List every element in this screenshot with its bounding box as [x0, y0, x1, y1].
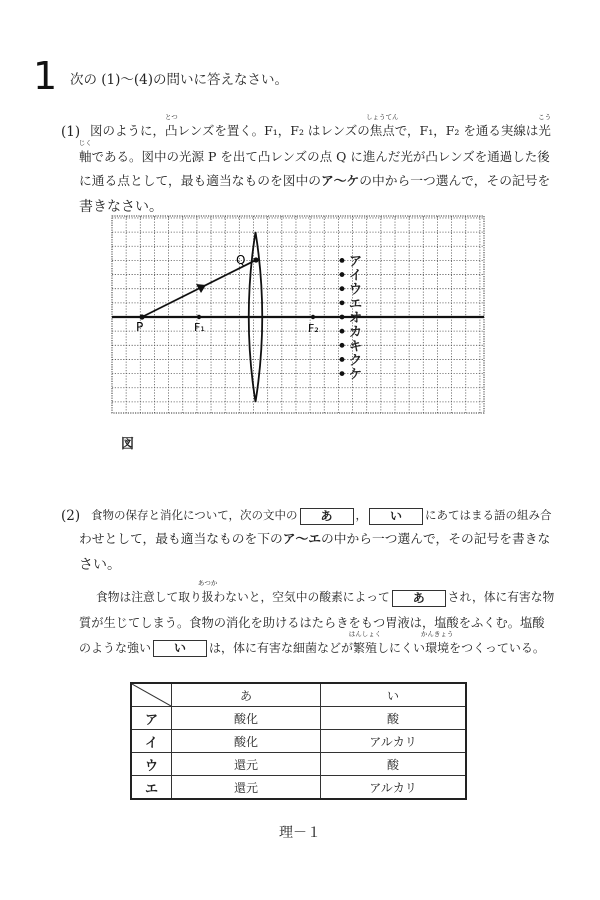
choice-label: イ — [349, 268, 363, 284]
choice-point — [340, 329, 345, 334]
point-F2 — [311, 315, 315, 319]
choice-point — [340, 258, 345, 263]
answer-blank-box: い — [369, 508, 423, 525]
ruby-word — [197, 579, 218, 606]
table-header-row — [131, 683, 466, 707]
text-segment: 書きなさい。 — [79, 199, 163, 215]
cell-a: 酸化 — [172, 707, 321, 730]
answer-blank-box: い — [153, 640, 207, 657]
q1-line — [78, 139, 550, 166]
answer-blank-box: あ — [300, 508, 354, 525]
choice-label: ク — [349, 353, 363, 369]
cell-i: アルカリ — [321, 730, 467, 753]
table-header-a: あ — [172, 683, 321, 707]
text-segment: さい。 — [79, 557, 121, 573]
text-segment: に通る点として，最も適当なものを図中の — [79, 174, 321, 189]
choice-point — [340, 357, 345, 362]
text-segment: 質が生じてしまう。食物の消化を助けるはたらきをもつ胃液は，塩酸をふくむ。塩酸 — [79, 616, 545, 630]
table-row — [131, 730, 466, 753]
ruby-word — [164, 113, 178, 140]
choice-point — [340, 272, 345, 277]
grid — [112, 216, 484, 413]
table-row — [131, 753, 466, 776]
table-corner-cell — [131, 683, 172, 707]
choice-label: ウ — [349, 282, 363, 298]
choice-point — [340, 315, 345, 320]
text-segment: 食物は注意して取り — [96, 590, 202, 604]
text-segment: しにくい — [377, 641, 426, 655]
choice-point — [340, 286, 345, 291]
ruby-reading: しょうてん — [366, 113, 399, 121]
ruby-word — [366, 113, 399, 140]
ruby-word — [420, 630, 454, 657]
text-segment: である。図中の光源 P を出て凸レンズの点 Q に進んだ光が凸レンズを通過した後 — [91, 149, 550, 164]
diagonal-line — [132, 684, 171, 706]
choice-label: ケ — [349, 367, 363, 383]
choice-label: カ — [349, 325, 363, 341]
bold-choice-range: ア～エ — [282, 532, 321, 547]
q1-line — [90, 113, 552, 140]
ruby-base: 環境 — [425, 641, 450, 655]
ruby-word — [78, 139, 92, 166]
label-P: P — [136, 320, 144, 334]
answer-blank-box: あ — [392, 590, 446, 607]
text-segment: の中から一つ選んで，その記号を書きな — [321, 532, 551, 547]
q2-passage-line — [79, 614, 549, 632]
choice-label: ア — [349, 254, 363, 270]
text-segment: のような強い — [79, 641, 152, 655]
bold-choice-range: ア～ケ — [321, 174, 360, 189]
label-Q: Q — [236, 253, 246, 267]
ruby-base: 光 — [538, 123, 551, 138]
choice-point — [340, 343, 345, 348]
section-number: 1 — [33, 54, 58, 98]
q2-passage-line — [96, 579, 556, 607]
row-label: ウ — [131, 753, 172, 776]
ruby-base: 焦点 — [369, 123, 395, 138]
ruby-base: 扱 — [201, 590, 214, 604]
ruby-base: 軸 — [79, 149, 92, 164]
cell-i: 酸 — [321, 707, 467, 730]
text-segment: 食物の保存と消化について，次の文中の — [91, 508, 298, 522]
choice-point — [340, 300, 345, 305]
ruby-reading: かんきょう — [420, 630, 454, 638]
answer-choices-table — [130, 682, 467, 800]
ruby-base: 繁殖 — [353, 641, 378, 655]
section-instruction: 次の (1)～(4)の問いに答えなさい。 — [70, 72, 289, 88]
ruby-word — [538, 113, 552, 140]
text-segment: にあてはまる語の組み合 — [425, 508, 552, 522]
text-segment: で，F₁，F₂ を通る実線は — [394, 123, 539, 138]
q2-intro-line — [79, 556, 549, 574]
cell-a: 還元 — [172, 753, 321, 776]
cell-a: 酸化 — [172, 730, 321, 753]
choice-label: キ — [349, 339, 363, 355]
choice-label: エ — [349, 296, 363, 312]
choice-point — [340, 371, 345, 376]
text-segment: わないと，空気中の酸素によって — [213, 590, 390, 604]
text-segment: ， — [355, 508, 368, 522]
label-F1: F₁ — [194, 321, 205, 334]
row-label: ア — [131, 707, 172, 730]
q1-line — [79, 173, 549, 191]
lens-figure — [100, 210, 490, 420]
row-label: イ — [131, 730, 172, 753]
q1-number: (1) — [61, 124, 81, 140]
cell-i: 酸 — [321, 753, 467, 776]
ruby-reading: こう — [538, 113, 552, 121]
page-number: 理－１ — [279, 825, 321, 841]
text-segment: は，体に有害な細菌などが — [209, 641, 354, 655]
ruby-reading: はんしょく — [348, 630, 382, 638]
point-F1 — [197, 315, 201, 319]
choice-points — [340, 254, 362, 382]
choice-label: オ — [349, 311, 363, 326]
text-segment: の中から一つ選んで，その記号を — [359, 174, 551, 189]
ruby-reading: とつ — [164, 113, 178, 121]
label-F2: F₂ — [308, 322, 319, 335]
ruby-base: 凸 — [165, 123, 178, 138]
text-segment: をつくっている。 — [449, 641, 545, 655]
q2-number: (2) — [61, 508, 81, 524]
figure-caption: 図 — [121, 437, 135, 452]
q2-passage-line — [79, 630, 549, 657]
text-segment: 図のように， — [90, 123, 166, 138]
text-segment: され，体に有害な物 — [447, 590, 555, 604]
grid-border — [112, 216, 484, 413]
point-Q — [253, 257, 258, 262]
row-label: エ — [131, 776, 172, 800]
point-P — [139, 314, 144, 319]
table-row — [131, 776, 466, 800]
table-row — [131, 707, 466, 730]
table-header-i: い — [321, 683, 467, 707]
ruby-word — [348, 630, 382, 657]
ruby-reading: あつか — [197, 579, 218, 587]
cell-a: 還元 — [172, 776, 321, 800]
ruby-reading: じく — [78, 139, 92, 147]
text-segment: わせとして，最も適当なものを下の — [79, 532, 283, 547]
text-segment: レンズを置く。F₁，F₂ はレンズの — [177, 123, 370, 138]
q2-intro-line — [91, 506, 551, 525]
q2-intro-line — [79, 531, 549, 549]
cell-i: アルカリ — [321, 776, 467, 800]
